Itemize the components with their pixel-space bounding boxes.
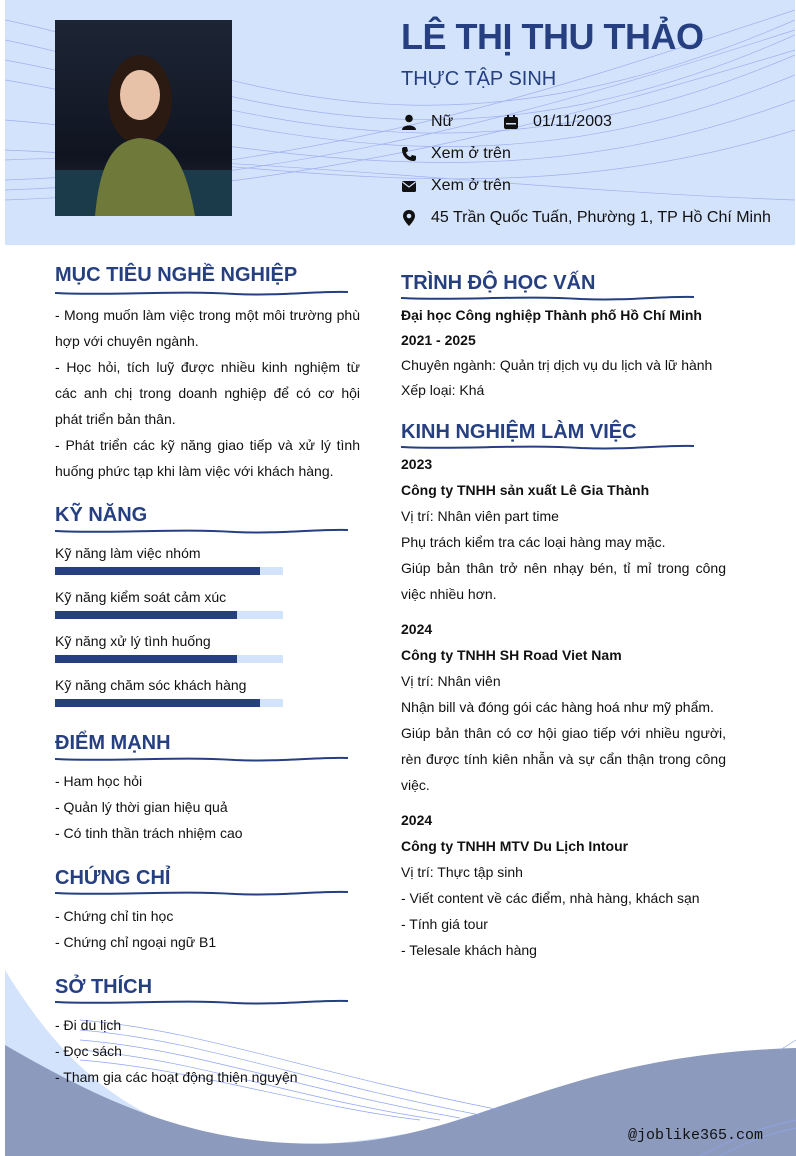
hobbies-title: SỞ THÍCH <box>55 976 153 998</box>
phone-value: Xem ở trên <box>431 145 511 162</box>
candidate-name: LÊ THỊ THU THẢO <box>401 16 704 57</box>
strengths-title: ĐIỂM MẠNH <box>55 732 171 754</box>
job-desc: - Viết content về các điểm, nhà hàng, khách sạn <box>401 890 700 906</box>
strength-item: - Ham học hỏi <box>55 773 143 789</box>
strengths-underline <box>55 755 348 763</box>
job-company: Công ty TNHH SH Road Viet Nam <box>401 647 622 663</box>
skill-level-bar <box>55 567 283 575</box>
certificate-item: - Chứng chỉ ngoại ngữ B1 <box>55 934 217 950</box>
skill-label: Kỹ năng kiểm soát cảm xúc <box>55 589 227 605</box>
experience-title: KINH NGHIỆM LÀM VIỆC <box>401 421 637 443</box>
hobbies-underline <box>55 998 348 1006</box>
certificates-title: CHỨNG CHỈ <box>55 867 171 889</box>
hobbies-list <box>55 1012 298 1090</box>
gender-value: Nữ <box>431 113 454 130</box>
skill-level-bar <box>55 655 283 663</box>
education-title: TRÌNH ĐỘ HỌC VẤN <box>401 272 596 294</box>
hobby-item: - Tham gia các hoạt động thiện nguyện <box>55 1069 298 1085</box>
address-info <box>401 209 771 227</box>
skill-label: Kỹ năng xử lý tình huống <box>55 633 211 649</box>
candidate-role: THỰC TẬP SINH <box>401 68 557 90</box>
objective-underline <box>55 289 348 297</box>
skill-level-bar <box>55 611 283 619</box>
objective-line: - Học hỏi, tích luỹ được nhiều kinh nghiệm từ các anh chị trong doanh nghiệp để có cơ hội phát triển bản thân. <box>55 359 360 427</box>
job-year: 2024 <box>401 812 433 828</box>
job-entry <box>401 616 726 798</box>
school-name: Đại học Công nghiệp Thành phố Hồ Chí Minh <box>401 307 702 323</box>
job-desc: Giúp bản thân trở nên nhạy bén, tỉ mỉ trong công việc nhiều hơn. <box>401 560 726 602</box>
skill-level-fill <box>55 655 237 663</box>
calendar-icon <box>503 114 519 130</box>
phone-info <box>401 145 511 163</box>
job-position: Vị trí: Nhân viên <box>401 673 501 689</box>
envelope-icon <box>401 178 417 194</box>
gender-info <box>401 113 453 131</box>
map-pin-icon <box>401 210 417 226</box>
certificate-item: - Chứng chỉ tin học <box>55 908 174 924</box>
job-company: Công ty TNHH sản xuất Lê Gia Thành <box>401 482 650 498</box>
skill-label: Kỹ năng làm việc nhóm <box>55 545 201 561</box>
email-value: Xem ở trên <box>431 177 511 194</box>
job-company: Công ty TNHH MTV Du Lịch Intour <box>401 838 629 854</box>
skill-level-bar <box>55 699 283 707</box>
birthday-value: 01/11/2003 <box>533 113 612 130</box>
skills-title: KỸ NĂNG <box>55 504 148 526</box>
job-year: 2024 <box>401 621 433 637</box>
user-icon <box>401 114 417 130</box>
job-position: Vị trí: Thực tập sinh <box>401 864 523 880</box>
objective-text <box>55 302 360 484</box>
education-years: 2021 - 2025 <box>401 332 476 348</box>
strength-item: - Quản lý thời gian hiệu quả <box>55 799 228 815</box>
objective-line: - Phát triển các kỹ năng giao tiếp và xử lý tình huống phức tạp khi làm việc với khách hàng. <box>55 437 360 479</box>
skill-label: Kỹ năng chăm sóc khách hàng <box>55 677 247 693</box>
job-desc: Phụ trách kiểm tra các loại hàng may mặc. <box>401 534 666 550</box>
skill-level-fill <box>55 699 260 707</box>
profile-photo <box>55 20 232 216</box>
certificates-list <box>55 903 216 955</box>
skill-level-fill <box>55 567 260 575</box>
job-desc: Giúp bản thân có cơ hội giao tiếp với nhiều người, rèn được tính kiên nhẫn và sự cẩn thận trong công việc. <box>401 725 726 793</box>
certificates-underline <box>55 889 348 897</box>
hobby-item: - Đi du lịch <box>55 1017 122 1033</box>
experience-underline <box>401 443 694 451</box>
strength-item: - Có tinh thần trách nhiệm cao <box>55 825 243 841</box>
job-desc: - Telesale khách hàng <box>401 942 537 958</box>
hobby-item: - Đọc sách <box>55 1043 122 1059</box>
education-rank: Xếp loại: Khá <box>401 382 485 398</box>
education-underline <box>401 294 694 302</box>
job-entry <box>401 451 726 607</box>
job-desc: Nhận bill và đóng gói các hàng hoá như mỹ phẩm. <box>401 699 714 715</box>
email-info <box>401 177 511 195</box>
job-entry <box>401 807 726 963</box>
skill-level-fill <box>55 611 237 619</box>
objective-title: MỤC TIÊU NGHỀ NGHIỆP <box>55 264 298 286</box>
strengths-list <box>55 768 243 846</box>
education-block <box>401 303 726 403</box>
phone-icon <box>401 146 417 162</box>
job-position: Vị trí: Nhân viên part time <box>401 508 559 524</box>
address-value: 45 Trần Quốc Tuấn, Phường 1, TP Hồ Chí Minh <box>431 209 771 226</box>
objective-line: - Mong muốn làm việc trong một môi trường phù hợp với chuyên ngành. <box>55 307 360 349</box>
job-year: 2023 <box>401 456 433 472</box>
footer-watermark: @joblike365.com <box>628 1127 764 1144</box>
birthday-info <box>503 113 612 131</box>
education-major: Chuyên ngành: Quản trị dịch vụ du lịch và lữ hành <box>401 357 713 373</box>
job-desc: - Tính giá tour <box>401 916 488 932</box>
skills-underline <box>55 527 348 535</box>
